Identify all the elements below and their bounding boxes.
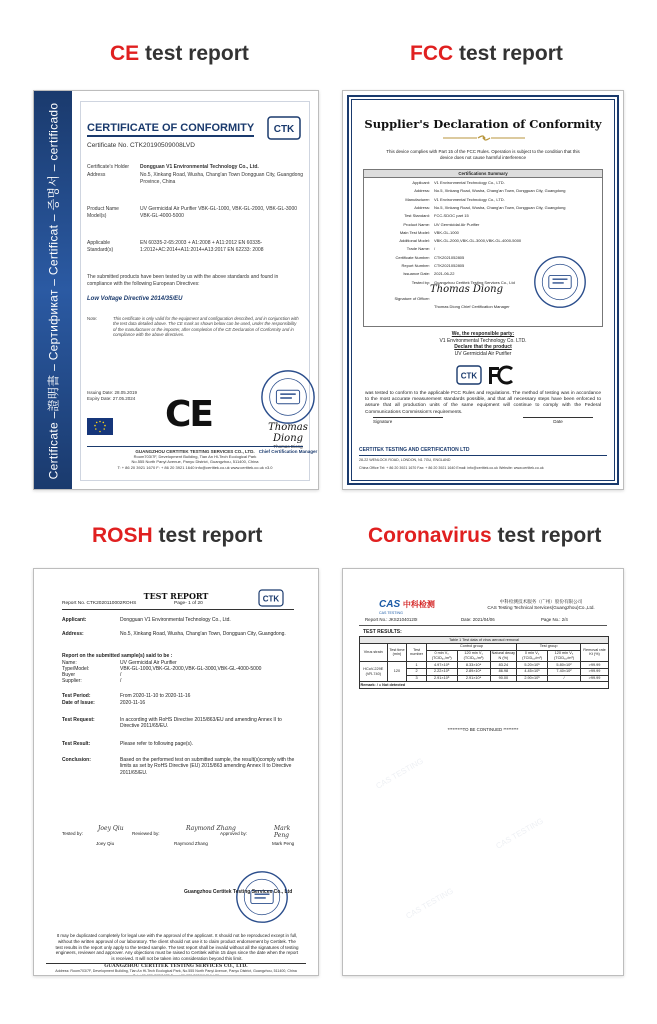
fcc-summary-value: No.5, Xinkang Road, Wusha, Chang'an Town, Dongguan City, Guangdong bbox=[434, 204, 566, 210]
fcc-summary-key: Certificate Number: bbox=[395, 254, 430, 260]
ce-note bbox=[87, 316, 299, 338]
fcc-signature: Thomas Diong bbox=[430, 284, 503, 295]
ce-stripe-text: Certificate –證明書 – Сертификат – Certificat – 증명서 – certificado bbox=[46, 102, 61, 480]
header-test-group: Test group bbox=[517, 643, 581, 650]
fcc-summary-key: Address: bbox=[414, 188, 430, 194]
cell-control-120: 2.91×10⁴ bbox=[457, 675, 490, 682]
ce-certificate-body bbox=[80, 101, 318, 481]
ce-expiry-date: Expiry Date: 27.05.2024 bbox=[87, 395, 136, 401]
fcc-heading-highlight: FCC bbox=[410, 42, 454, 65]
rosh-heading bbox=[92, 524, 262, 548]
coronavirus-heading bbox=[368, 524, 601, 548]
rosh-report-number: Report No. CTK2020110002ROHS bbox=[62, 601, 137, 606]
rosh-disclaimer: It may be duplicated completely for legal use with the approval of the applicant. It should not be reproduced except in full, without the written approval of our laboratory. The client should not use it to claim product endorsement by Certitek. The test results in the report only apply to the tested sample. The test report shall be invalid without all the signatures of testing engineers, reviewer and approver. Any objections must be raised to Certitek within 15 days since the date when the report is received. It will not be taken into consideration beyond this limit. bbox=[55, 933, 299, 962]
rosh-model-label: Type/Model: bbox=[62, 666, 90, 672]
cell-control-120: 2.89×10⁴ bbox=[457, 668, 490, 675]
ce-footer-company: GUANGZHOU CERTITEK TESTING SERVICES CO., LTD. bbox=[135, 449, 255, 454]
rosh-period: From 2020-11-10 to 2020-11-16 bbox=[120, 693, 191, 699]
cas-logo-sub: CAS TESTING bbox=[379, 611, 403, 615]
virus-removal-table bbox=[359, 636, 609, 689]
cov-header-rule bbox=[359, 625, 607, 626]
cell-natural-decay: 90.00 bbox=[490, 675, 517, 682]
fcc-summary-key: Issuance Date: bbox=[403, 271, 430, 277]
rosh-model: VBK-GL-1000,VBK-GL-2000,VBK-GL-3000,VBK-GL-4000-5000 bbox=[120, 666, 262, 672]
fcc-summary-value: No.5, Xinkang Road, Wusha, Chang'an Town, Dongguan City, Guangdong bbox=[434, 188, 566, 194]
cell-number: 2 bbox=[407, 668, 426, 675]
ce-address-row bbox=[87, 172, 303, 192]
fcc-summary-value: VBK-GL-2000,VBK-GL-3000,VBK-GL-4000-5000 bbox=[434, 238, 522, 244]
header-test-number: Test number bbox=[407, 643, 426, 661]
cell-control-120: 8.33×10⁴ bbox=[457, 661, 490, 668]
rosh-result-label: Test Result: bbox=[62, 741, 91, 747]
fcc-responsible-label: We, the responsible party: bbox=[451, 331, 515, 337]
rosh-signatures bbox=[62, 825, 296, 851]
ce-heading-highlight: CE bbox=[110, 42, 140, 65]
cov-to-be-continued: *********TO BE CONTINUED ********* bbox=[447, 727, 519, 732]
ce-signature: Thomas Diong bbox=[268, 422, 308, 444]
ce-footer-address-1: Room703/7F, Development Building, Tian An Hi-Tech Ecological Park bbox=[133, 454, 257, 460]
cell-time: 120 bbox=[387, 661, 407, 681]
ce-certificate-image[interactable] bbox=[33, 90, 319, 490]
rosh-supplier-label: Supplier: bbox=[62, 678, 82, 684]
watermark-text-3: CAS TESTING bbox=[404, 886, 455, 921]
cas-logo bbox=[379, 599, 435, 615]
header-test-time: Test time (min) bbox=[387, 643, 407, 661]
fcc-summary-value: UV Germicidal Air Purifier bbox=[434, 221, 480, 227]
cov-company-en: CAS Testing Technical Services(Guangzhou)Co.,Ltd. bbox=[487, 605, 595, 610]
cell-test-0: 2.90×10⁵ bbox=[517, 675, 548, 682]
cas-logo-cn: 中科检测 bbox=[402, 600, 435, 609]
ce-heading bbox=[110, 42, 249, 66]
rosh-supplier-row bbox=[62, 678, 298, 685]
ce-product-row bbox=[87, 206, 303, 232]
fcc-declare-value: UV Germicidal Air Purifier bbox=[454, 350, 512, 357]
ce-dates bbox=[87, 390, 137, 401]
cell-number: 1 bbox=[407, 661, 426, 668]
fcc-footer-title: CERTITEK TESTING AND CERTIFICATION LTD bbox=[359, 447, 470, 453]
rosh-page: Page- 1 of 20 bbox=[174, 601, 203, 606]
ctk-logo-icon bbox=[267, 116, 301, 140]
rosh-address-label: Address: bbox=[62, 631, 84, 637]
rosh-conclusion-row bbox=[62, 757, 298, 777]
ce-standards-label: Applicable Standard(s) bbox=[87, 240, 114, 253]
fcc-summary-value: FCC-SDOC part 15 bbox=[434, 213, 469, 219]
fcc-footer-contact: China Office Tel: + 86 20 3921 1670 Fax: + 86 20 3921 1640 Email: info@certitek.co.uk Website: www.certitek.co.uk bbox=[359, 466, 544, 470]
ce-footer-contact: T: + 86 20 3921 1670 F: + 86 20 3921 1640 info@certitek.co.uk www.certitek.co.uk v3.0 bbox=[117, 464, 273, 470]
rosh-tester-signature: Joey Qiu bbox=[98, 825, 124, 832]
header-virus-strain: Virus strain bbox=[360, 643, 388, 661]
fcc-summary-value: 2021-06-22 bbox=[434, 271, 455, 277]
cov-company bbox=[461, 599, 621, 611]
fcc-summary-key: Tested by: bbox=[411, 279, 430, 285]
cell-control-0: 4.97×10⁵ bbox=[426, 661, 457, 668]
fcc-signature-label: Signature of Officer: bbox=[394, 296, 430, 301]
rosh-footer-contact: Tel: +86-020-39211670 Fax: +86-020-39211640 1 / 20 bbox=[133, 973, 219, 976]
cell-test-120: 7.40×10² bbox=[547, 668, 580, 675]
ce-signer-role: Chief Certification Manager bbox=[258, 449, 318, 454]
fcc-responsible-value: V1 Environmental Technology Co. LTD. bbox=[439, 337, 527, 344]
fcc-summary-key: Test Standard: bbox=[404, 213, 430, 219]
fcc-summary-key: Additional Model: bbox=[399, 238, 430, 244]
rosh-reviewed-by: Reviewed by: bbox=[132, 831, 160, 836]
rosh-result-row bbox=[62, 741, 298, 748]
ce-issue-date: Issuing Date: 28.05.2019 bbox=[87, 390, 138, 395]
rosh-name-label: Name: bbox=[62, 660, 77, 666]
rosh-buyer-label: Buyer bbox=[62, 672, 76, 678]
cas-logo-text: CAS bbox=[379, 599, 401, 610]
table-row bbox=[360, 661, 609, 668]
ctk-seal-icon bbox=[532, 254, 588, 310]
fcc-summary-key: Report Number: bbox=[401, 263, 430, 268]
fcc-summary-value: V1 Environmental Technology Co., LTD. bbox=[434, 196, 505, 202]
ce-certificate-number: Certificate No. CTK20190509008LVD bbox=[87, 142, 195, 149]
ce-footer-address-2: No.555 North Panyi Avenue, Panyu District, Guangzhou, 511400, China bbox=[131, 459, 259, 465]
watermark-text-2: CAS TESTING bbox=[494, 816, 545, 851]
rosh-address-row bbox=[62, 631, 298, 645]
rosh-ctk-logo-text: CTK bbox=[262, 594, 280, 604]
fcc-summary-key: Address: bbox=[414, 204, 430, 210]
header-control-0min: 0 min V₀ (TCID₅₀/m³) bbox=[426, 650, 457, 661]
rosh-footer bbox=[46, 963, 306, 976]
cell-natural-decay: 86.98 bbox=[490, 668, 517, 675]
cell-control-0: 2.91×10⁵ bbox=[426, 675, 457, 682]
header-natural-decay: Natural decay N (%) bbox=[491, 651, 516, 660]
ce-address-value: No.5, Xinkang Road, Wusha, Chang'an Town Dongguan City, Guangdong Province, China bbox=[140, 172, 304, 185]
rosh-request-label: Test Request: bbox=[62, 717, 95, 723]
ce-standards-value: EN 60335-2-65:2003 + A1:2008 + A11:2012 EN 60335-1:2012+AC:2014+A11:2014+A13:2017 EN 62233: 2008 bbox=[140, 240, 264, 253]
fcc-summary-box bbox=[363, 169, 603, 327]
ce-footer bbox=[87, 446, 303, 470]
cell-test-120: 5.80×10² bbox=[547, 661, 580, 668]
fcc-responsible-party bbox=[343, 331, 623, 357]
rosh-reviewer-signature: Raymond Zhang bbox=[186, 825, 236, 832]
ce-standards-row bbox=[87, 240, 303, 266]
ce-note-label: Note: bbox=[87, 316, 98, 321]
cell-natural-decay: 83.24 bbox=[490, 661, 517, 668]
ctk-seal-icon bbox=[259, 368, 317, 426]
cov-report-number: Report No.: JKS21040120I bbox=[365, 617, 418, 622]
fcc-summary-key: Trade Name: bbox=[406, 246, 430, 252]
fcc-compliance-text: was tested to conform to the applicable FCC Rules and regulations. The method of testing was in accordance to the most accurate measurement standards possible, and that all necessary steps have been enforced to assure that all production units of the same equipment will continue to comply with the Federal Communications Commission's requirements. bbox=[365, 391, 601, 415]
header-test-120min: 120 min V₃ (TCID₅₀/m³) bbox=[547, 650, 580, 661]
rosh-approver-signature: Mark Peng bbox=[274, 825, 291, 839]
rosh-request: In according with RoHS Directive 2015/863/EU and amending Annex II to Directive 2011/65/EU. bbox=[120, 717, 282, 730]
ornament-divider-icon bbox=[443, 135, 525, 141]
fcc-declare-label: Declare that the product bbox=[454, 344, 512, 350]
fcc-certificate-image[interactable] bbox=[342, 90, 624, 490]
ctk-fcc-logos-icon bbox=[455, 363, 515, 387]
rosh-title: TEST REPORT bbox=[143, 591, 209, 601]
fcc-summary-value: CTK2021052805 bbox=[434, 263, 465, 268]
ce-note-text: This certificate is only valid for the equipment and configuration described, and in conjunction with the test data detailed above. The CE mark as shown below can be used, under the responsibility of the manufacturer or the importer, after completion of the CE Declaration of Conformity and in compliance with the above directives. bbox=[113, 316, 299, 338]
cell-number: 3 bbox=[407, 675, 426, 682]
coronavirus-report-image[interactable] bbox=[342, 568, 624, 976]
fcc-summary-value: CTK2021052805 bbox=[434, 254, 465, 260]
fcc-footer-rule bbox=[359, 455, 607, 456]
table-caption: Table 1 Test data of virus aerosol removal bbox=[360, 637, 609, 644]
rosh-approved-by: Approved by: bbox=[220, 831, 248, 836]
rosh-issue-row bbox=[62, 700, 298, 707]
ce-side-stripe bbox=[34, 91, 72, 489]
header-test-0min: 0 min V₂ (TCID₅₀/m³) bbox=[517, 650, 548, 661]
rosh-tester: Joey Qiu bbox=[96, 841, 115, 846]
table-remark: Remark: / = Not detected bbox=[360, 682, 609, 689]
rosh-conclusion-label: Conclusion: bbox=[62, 757, 91, 763]
cov-date: Date: 2021/04/06 bbox=[461, 617, 495, 622]
fcc-summary-value: VBK-GL-1000 bbox=[434, 229, 459, 235]
cell-test-0: 5.20×10⁵ bbox=[517, 661, 548, 668]
ctk-logo-text: CTK bbox=[273, 124, 295, 135]
ctk-seal-icon bbox=[234, 869, 290, 925]
rosh-issue-label: Date of Issue: bbox=[62, 700, 95, 706]
fcc-intro-line-2: device does not cause harmful interference bbox=[439, 155, 527, 160]
rosh-tested-by: Tested by: bbox=[62, 831, 83, 836]
fcc-signer: Thomas Diong Chief Certification Manager bbox=[434, 304, 510, 309]
rosh-conclusion: Based on the performed test on submitted sample, the result(s)comply with the limits as set by RoHS Directive (EU) 2015/863 amending Annex II to Directive 2011/65/EU. bbox=[120, 757, 295, 776]
ce-holder-label: Certificate's Holder bbox=[87, 164, 130, 170]
rosh-header-rule bbox=[62, 609, 294, 610]
ce-address-label: Address bbox=[87, 172, 106, 178]
rosh-footer-address: Address: Room703/7F, Development Building, Tian An Hi-Tech Ecological Park, No.555 North Panyi Avenue, Panyu District, Guangzhou, 511400, China bbox=[55, 969, 297, 974]
fcc-summary-value: Guangzhou Certitek Testing Services Co., Ltd bbox=[434, 279, 515, 285]
ce-mark: CE bbox=[165, 394, 213, 435]
fcc-summary-value: / bbox=[434, 246, 436, 252]
rosh-supplier: / bbox=[120, 678, 122, 684]
cell-removal-rate: >99.99 bbox=[581, 668, 609, 675]
cov-results-title: TEST RESULTS: bbox=[363, 629, 402, 635]
fcc-ctk-logo-text: CTK bbox=[460, 371, 478, 381]
fcc-heading-rest: test report bbox=[453, 42, 563, 65]
cov-company-cn: 中科检测技术服务（广州）股份有限公司 bbox=[499, 599, 583, 604]
ce-signer-name: Thomas Diong bbox=[273, 444, 303, 449]
rosh-buyer: / bbox=[120, 672, 122, 678]
ce-holder-value: Dongguan V1 Environmental Technology Co., Ltd. bbox=[140, 164, 259, 170]
ce-submitted-text: The submitted products have been tested by us with the above standards and found in compliance with the following European Directives: bbox=[87, 274, 279, 287]
fcc-intro-line-1: This device complies with Part 15 of the FCC Rules. Operation is subject to the condition that this bbox=[386, 149, 580, 154]
rosh-issue: 2020-11-16 bbox=[120, 700, 146, 706]
cov-page: Page No.: 2/4 bbox=[541, 617, 568, 622]
header-removal-rate: Removal rate Kt (%) bbox=[581, 643, 609, 661]
fcc-date-line: Date bbox=[523, 417, 593, 424]
fcc-summary-key: Main Test Model: bbox=[399, 229, 430, 235]
coronavirus-heading-highlight: Coronavirus bbox=[368, 524, 492, 547]
cell-test-0: 4.45×10⁵ bbox=[517, 668, 548, 675]
cell-test-120: / bbox=[547, 675, 580, 682]
rosh-stamp-line: Guangzhou Certitek Testing Services Co., Ltd bbox=[184, 889, 293, 895]
fcc-signature-lines bbox=[373, 417, 593, 429]
rosh-reviewer: Raymond Zhang bbox=[174, 841, 208, 846]
cell-control-0: 2.22×10⁵ bbox=[426, 668, 457, 675]
rosh-applicant-label: Applicant: bbox=[62, 617, 87, 623]
ce-title: CERTIFICATE OF CONFORMITY bbox=[87, 122, 254, 137]
rosh-period-row bbox=[62, 693, 298, 700]
fcc-summary-key: Applicant: bbox=[412, 180, 430, 185]
ce-product-value: UV Germicidal Air Purifier VBK-GL-1000, VBK-GL-2000, VBK-GL-3000 VBK-GL-4000-5000 bbox=[140, 206, 298, 219]
eu-flag-icon bbox=[87, 418, 113, 435]
watermark-text-1: CAS TESTING bbox=[374, 756, 425, 791]
rosh-result: Please refer to following page(s). bbox=[120, 741, 194, 747]
rosh-heading-highlight: ROSH bbox=[92, 524, 153, 547]
cell-removal-rate: >99.99 bbox=[581, 661, 609, 668]
fcc-footer-address: 28-22 WENLOCK ROAD, LONDON, N1 7GU, ENGLAND bbox=[359, 458, 451, 462]
header-control-group: Control group bbox=[426, 643, 516, 650]
fcc-summary-value: V1 Environmental Technology Co., LTD. bbox=[434, 180, 505, 185]
rosh-footer-company: GUANGZHOU CERTITEK TESTING SERVICES CO., LTD. bbox=[104, 964, 248, 969]
rosh-heading-rest: test report bbox=[152, 524, 263, 547]
fcc-summary-key: Product Name: bbox=[403, 221, 430, 227]
rosh-period-label: Test Period: bbox=[62, 693, 91, 699]
rosh-address: No.5, Xinkang Road, Wusha, Chang'an Town, Dongguan City, Guangdong. bbox=[120, 631, 286, 637]
rosh-sample-title: Report on the submitted sample(s) said to be : bbox=[62, 653, 173, 659]
fcc-summary-key: Manufacturer: bbox=[405, 196, 430, 202]
rosh-report-image[interactable] bbox=[33, 568, 319, 976]
fcc-heading bbox=[410, 42, 563, 66]
cell-strain: HCoV-229E (VR-740) bbox=[360, 661, 388, 681]
rosh-applicant: Dongguan V1 Environmental Technology Co., Ltd. bbox=[120, 617, 231, 623]
coronavirus-heading-rest: test report bbox=[491, 524, 602, 547]
ce-product-label: Product Name Model(s) bbox=[87, 206, 119, 219]
ce-heading-rest: test report bbox=[139, 42, 249, 65]
ce-directive: Low Voltage Directive 2014/35/EU bbox=[87, 296, 183, 302]
cell-removal-rate: >99.99 bbox=[581, 675, 609, 682]
rosh-applicant-row bbox=[62, 617, 298, 625]
rosh-name: UV Germicidal Air Purifier bbox=[120, 660, 177, 666]
fcc-signature-line: Signature bbox=[373, 417, 443, 424]
ctk-logo-icon bbox=[258, 589, 284, 607]
header-control-120min: 120 min V₁ (TCID₅₀/m³) bbox=[457, 650, 490, 661]
fcc-title: Supplier's Declaration of Conformity bbox=[364, 117, 602, 131]
fcc-intro bbox=[363, 149, 603, 161]
rosh-approver: Mark Peng bbox=[272, 841, 295, 846]
fcc-summary-title: Certifications Summary bbox=[364, 170, 602, 178]
rosh-request-row bbox=[62, 717, 298, 731]
